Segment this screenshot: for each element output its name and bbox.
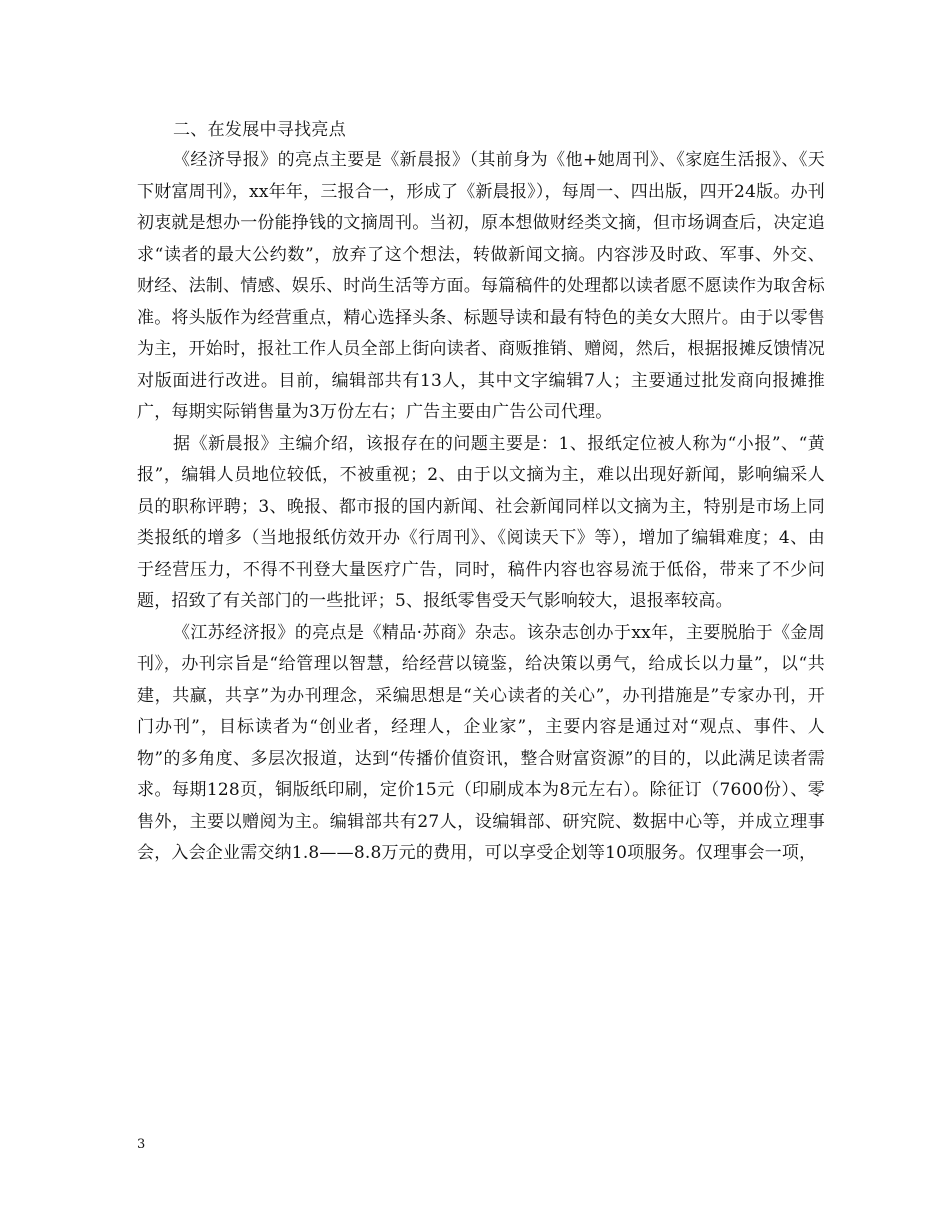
paragraph-jiangsu-jingjibao: 《江苏经济报》的亮点是《精品·苏商》杂志。该杂志创办于xx年，主要脱胎于《金周刊》，办刊宗旨是“给管理以智慧，给经营以镜鉴，给决策以勇气，给成长以力量”，以“共建，共赢，共享”为办刊理念，采编思想是“关心读者的关心”，办刊措施是”专家办刊，开门办刊”，目标读者为“创业者，经理人，企业家”，主要内容是通过对“观点、事件、人物”的多角度、多层次报道，达到“传播价值资讯，整合财富资源”的目的，以此满足读者需求。每期128页，铜版纸印刷，定价15元（印刷成本为8元左右）。除征订（7600份）、零售外，主要以赠阅为主。编辑部共有27人，设编辑部、研究院、数据中心等，并成立理事会，入会企业需交纳1.8——8.8万元的费用，可以享受企划等10项服务。仅理事会一项， — [137, 622, 825, 863]
paragraph-xinchenbao-problems: 据《新晨报》主编介绍，该报存在的问题主要是：1、报纸定位被人称为“小报”、“黄报”，编辑人员地位较低，不被重视；2、由于以文摘为主，难以出现好新闻，影响编采人员的职称评聘；3、晚报、都市报的国内新闻、社会新闻同样以文摘为主，特别是市场上同类报纸的增多（当地报纸仿效开办《行周刊》、《阅读天下》等），增加了编辑难度；4、由于经营压力，不得不刊登大量医疗广告，同时，稿件内容也容易流于低俗，带来了不少问题，招致了有关部门的一些批评；5、报纸零售受天气影响较大，退报率较高。 — [137, 433, 825, 611]
paragraph-jingji-daobao: 《经济导报》的亮点主要是《新晨报》（其前身为《他+她周刊》、《家庭生活报》、《天下财富周刊》，xx年年，三报合一，形成了《新晨报》），每周一、四出版，四开24版。办刊初衷就是想办一份能挣钱的文摘周刊。当初，原本想做财经类文摘，但市场调查后，决定追求“读者的最大公约数”，放弃了这个想法，转做新闻文摘。内容涉及时政、军事、外交、财经、法制、情感、娱乐、时尚生活等方面。每篇稿件的处理都以读者愿不愿读作为取舍标准。将头版作为经营重点，精心选择头条、标题导读和最有特色的美女大照片。由于以零售为主，开始时，报社工作人员全部上街向读者、商贩推销、赠阅，然后，根据报摊反馈情况对版面进行改进。目前，编辑部共有13人，其中文字编辑7人；主要通过批发商向报摊推广，每期实际销售量为3万份左右；广告主要由广告公司代理。 — [137, 150, 825, 422]
page-number: 3 — [137, 1137, 146, 1152]
section-heading: 二、在发展中寻找亮点 — [173, 120, 346, 140]
document-body — [137, 116, 825, 870]
